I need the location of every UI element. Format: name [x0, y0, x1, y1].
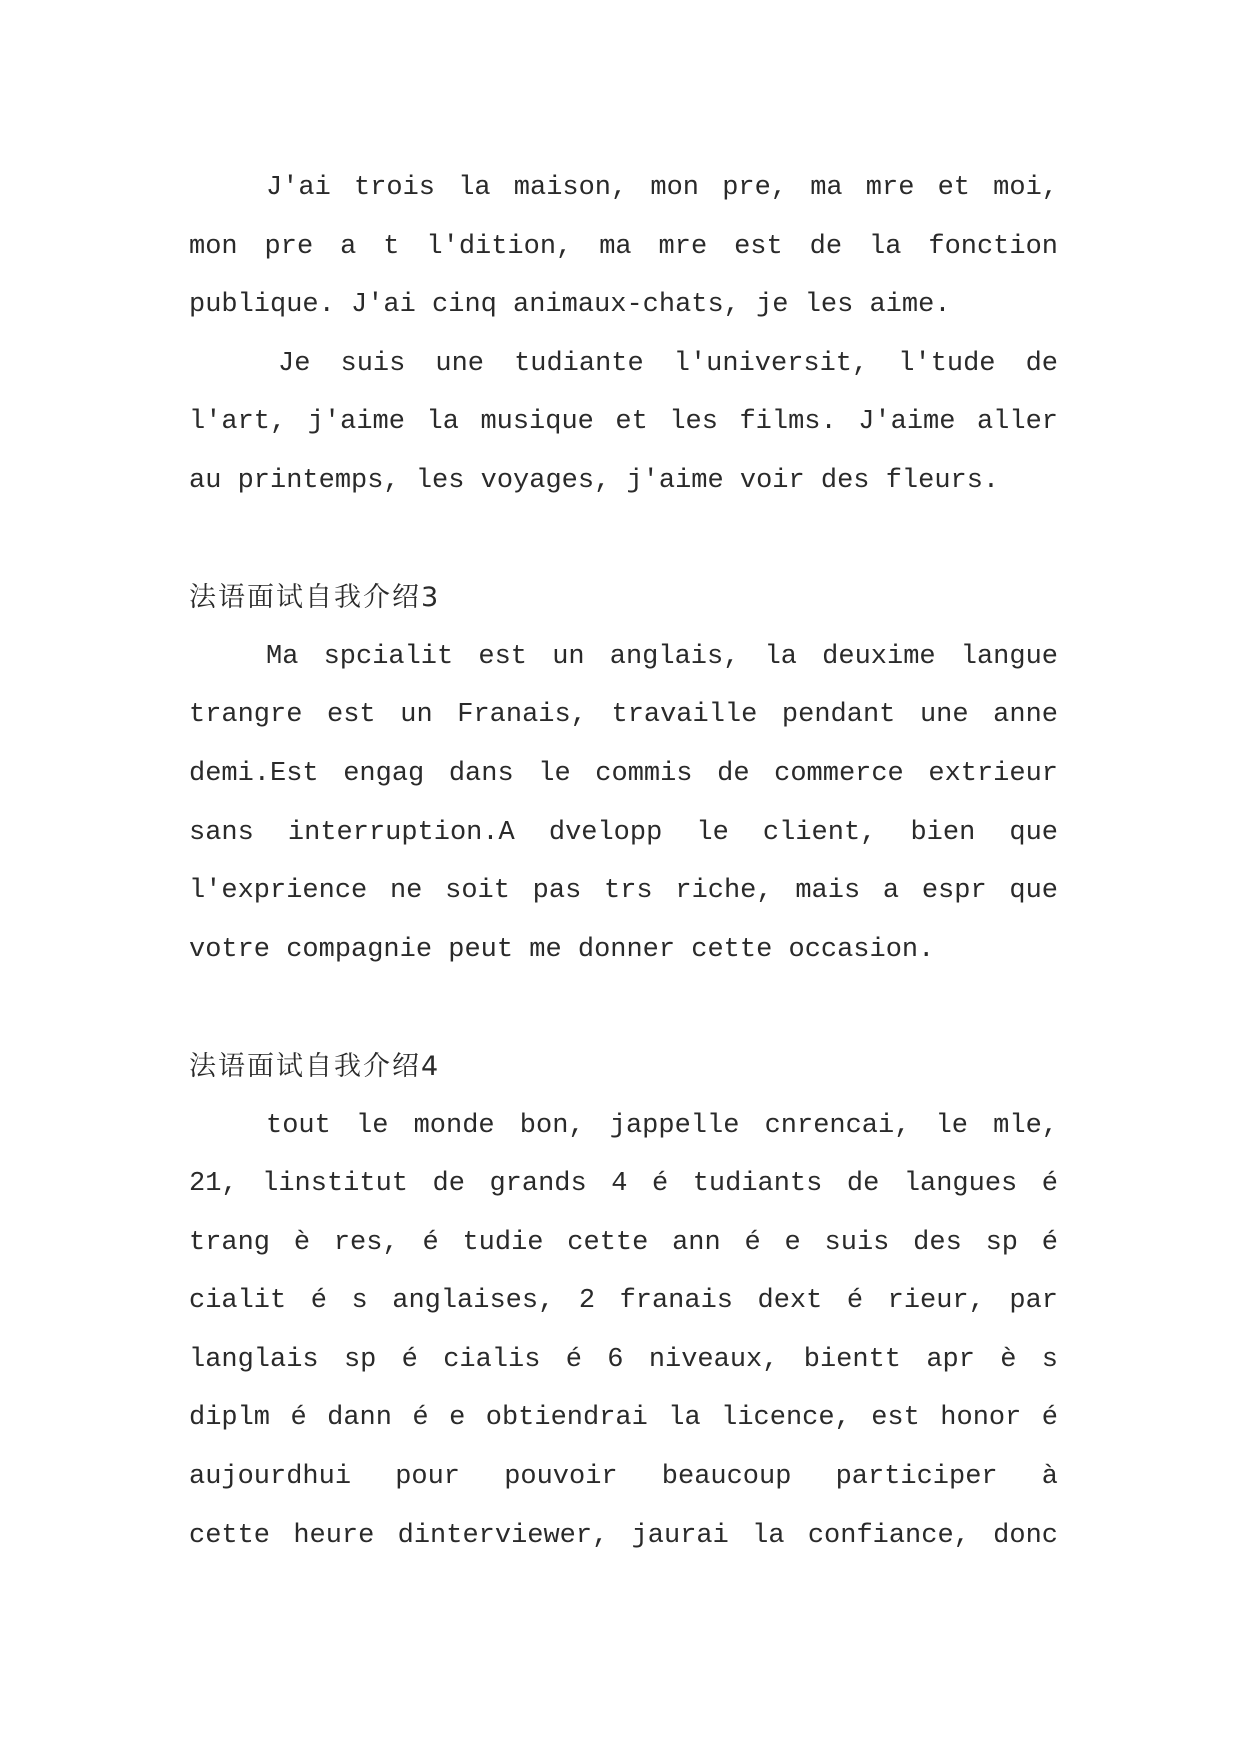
paragraph-line: cette heure dinterviewer, jaurai la confiance, donc: [189, 1520, 1058, 1551]
paragraph-line: cialit é s anglaises, 2 franais dext é rieur, par: [189, 1286, 1058, 1317]
paragraph-line: langlais sp é cialis é 6 niveaux, bientt apr è s: [189, 1344, 1058, 1375]
blank-line: [189, 979, 1058, 1038]
paragraph-line: publique. J'ai cinq animaux-chats, je les aime.: [189, 290, 951, 321]
paragraph: [189, 159, 1058, 335]
section-heading: 法语面试自我介绍4: [189, 1050, 441, 1082]
paragraph: [189, 628, 1058, 980]
paragraph-line: sans interruption.A dvelopp le client, bien que: [189, 817, 1058, 848]
paragraph-line: diplm é dann é e obtiendrai la licence, est honor é: [189, 1403, 1058, 1434]
blank-line: [189, 511, 1058, 570]
paragraph-line: J'ai trois la maison, mon pre, ma mre et moi,: [266, 173, 1058, 203]
paragraph-line: l'exprience ne soit pas trs riche, mais a espr que: [189, 876, 1058, 907]
paragraph-line: trangre est un Franais, travaille pendant une anne: [189, 700, 1058, 731]
paragraph-line: trang è res, é tudie cette ann é e suis des sp é: [189, 1227, 1058, 1258]
paragraph-line: tout le monde bon, jappelle cnrencai, le mle,: [266, 1110, 1058, 1141]
paragraph: [189, 335, 1058, 511]
paragraph-line: mon pre a t l'dition, ma mre est de la fonction: [189, 231, 1058, 262]
paragraph-line: 21, linstitut de grands 4 é tudiants de langues é: [189, 1169, 1058, 1200]
section-heading: 法语面试自我介绍3: [189, 582, 441, 614]
paragraph-line: au printemps, les voyages, j'aime voir des fleurs.: [189, 465, 1000, 496]
paragraph-line: Je suis une tudiante l'universit, l'tude de: [278, 348, 1058, 379]
paragraph-line: demi.Est engag dans le commis de commerce extrieur: [189, 758, 1058, 789]
paragraph-line: aujourdhui pour pouvoir beaucoup participer à: [189, 1462, 1058, 1493]
paragraph-line: votre compagnie peut me donner cette occasion.: [189, 934, 935, 965]
paragraph-line: l'art, j'aime la musique et les films. J'aime aller: [189, 407, 1058, 438]
paragraph-line: Ma spcialit est un anglais, la deuxime langue: [266, 641, 1058, 672]
document-body: [189, 159, 1058, 1565]
paragraph: [189, 1097, 1058, 1566]
